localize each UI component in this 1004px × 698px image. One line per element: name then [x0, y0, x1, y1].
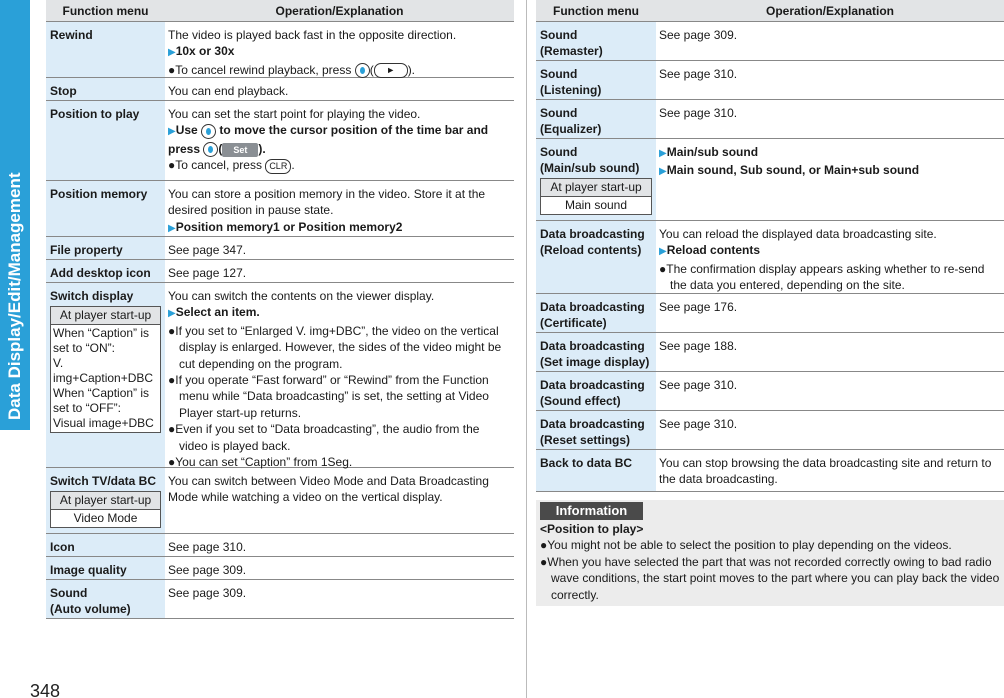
- information-title: <Position to play>: [540, 522, 644, 536]
- description: You can set the start point for playing the video.: [168, 107, 421, 121]
- table-row-file-property: [46, 237, 514, 260]
- center-key-icon: [203, 142, 218, 157]
- table-row-data-bc-reload: [536, 221, 1004, 294]
- step-text: Position memory1 or Position memory2: [175, 219, 403, 234]
- function-explanation: See page 310.: [659, 378, 738, 392]
- note-text: To cancel, press: [175, 158, 262, 173]
- function-explanation: [656, 139, 1004, 220]
- function-explanation: See page 310.: [659, 417, 738, 431]
- step-text: to move the cursor position of the time bar and press: [168, 123, 489, 156]
- function-name: File property: [46, 237, 165, 259]
- function-explanation: See page 310.: [659, 106, 738, 120]
- step-arrow-icon: ▶: [168, 222, 176, 234]
- table-row-sound-remaster: [536, 22, 1004, 61]
- information-box: [536, 500, 1004, 606]
- header-function-menu: Function menu: [553, 3, 639, 18]
- function-name: Position to play: [46, 101, 165, 180]
- table-row-rewind: [46, 22, 514, 78]
- name-line: (Listening): [540, 83, 602, 97]
- default-setting-value: Video Mode: [73, 511, 138, 525]
- operation-step: [659, 242, 1000, 260]
- table-row-position-to-play: [46, 101, 514, 181]
- function-name: [536, 221, 656, 293]
- function-name: [536, 294, 656, 332]
- name-line: Sound: [540, 28, 578, 42]
- name-line: Sound: [540, 145, 578, 159]
- name-line: (Auto volume): [50, 602, 131, 616]
- table-row-sound-auto-volume: [46, 580, 514, 619]
- name-line: (Set image display): [540, 355, 650, 369]
- function-name: Icon: [46, 534, 165, 556]
- default-setting-header: At player start-up: [51, 492, 160, 510]
- description: You can switch the contents on the viewer display.: [168, 289, 435, 303]
- function-explanation: [656, 221, 1004, 293]
- information-text: When you have selected the part that was not recorded correctly owing to bad radio wave conditions, the start point moves to the part where you can play back the video correctly.: [547, 554, 1000, 602]
- information-body: [540, 521, 1000, 603]
- function-explanation: [165, 181, 514, 236]
- operation-step: [659, 144, 1000, 162]
- note-text: The confirmation display appears asking whether to re-send the data you entered, depending on the site.: [666, 261, 985, 293]
- chapter-side-label: Data Display/Edit/Management: [5, 172, 24, 420]
- note: ●Even if you set to “Data broadcasting”, the audio from the video is played back.: [168, 422, 480, 453]
- table-row-data-bc-certificate: [536, 294, 1004, 333]
- center-key-icon: [355, 63, 370, 78]
- table-row-sound-main-sub: [536, 139, 1004, 221]
- function-explanation: [165, 283, 514, 470]
- name-line: (Sound effect): [540, 394, 621, 408]
- function-explanation: See page 309.: [168, 586, 247, 600]
- operation-step: [168, 219, 510, 237]
- function-explanation: See page 310.: [659, 67, 738, 81]
- function-explanation: See page 347.: [168, 243, 247, 257]
- operation-step: [659, 162, 1000, 180]
- step-arrow-icon: ▶: [168, 126, 176, 138]
- default-line: V. img+Caption+DBC: [53, 356, 154, 385]
- function-name: [536, 333, 656, 371]
- step-arrow-icon: ▶: [659, 246, 667, 258]
- step-text: 10x or 30x: [175, 44, 235, 59]
- default-setting-box: [50, 306, 161, 433]
- function-name: [46, 580, 165, 618]
- header-operation: Operation/Explanation: [765, 3, 894, 18]
- page-number: 348: [30, 681, 61, 698]
- table-row-stop: [46, 78, 514, 101]
- function-name: Add desktop icon: [46, 260, 165, 282]
- information-item: ●When you have selected the part that was not recorded correctly owing to bad radio wave conditions, the start point moves to the part where you can play back the video correctly.: [540, 554, 1000, 602]
- default-setting-value: [51, 325, 160, 432]
- function-explanation: See page 309.: [168, 563, 247, 577]
- operation-step: [168, 304, 510, 322]
- function-name: [536, 61, 656, 99]
- operation-step: [168, 43, 510, 61]
- function-name: Rewind: [46, 22, 165, 77]
- note-end: .: [291, 158, 295, 173]
- note: ●To cancel, press CLR .: [168, 158, 295, 173]
- table-row-icon: [46, 534, 514, 557]
- function-name: [536, 100, 656, 138]
- default-line: When “Caption” is set to “OFF”:: [53, 386, 150, 415]
- note-text: If you set to “Enlarged V. img+DBC”, the video on the vertical display is enlarged. However, the sides of the video might be cut depending on the program.: [175, 323, 502, 371]
- step-end: ).: [258, 141, 266, 156]
- function-explanation: See page 127.: [168, 266, 247, 280]
- note-text: If you operate “Fast forward” or “Rewind” from the Function menu while “Data broadcasting” is set, the setting at Video Player start-up returns.: [175, 373, 489, 420]
- play-softkey-icon: ►: [374, 63, 408, 78]
- function-name: [536, 411, 656, 449]
- description: You can reload the displayed data broadcasting site.: [659, 227, 937, 241]
- name-line: Data broadcasting: [540, 378, 645, 392]
- function-name: Stop: [46, 78, 165, 100]
- name-line: (Certificate): [540, 316, 607, 330]
- step-text: Use: [175, 123, 198, 138]
- step-text: Select an item.: [175, 305, 260, 320]
- function-explanation: See page 176.: [659, 300, 738, 314]
- name-line: Data broadcasting: [540, 300, 645, 314]
- table-row-back-to-data-bc: [536, 450, 1004, 492]
- step-text: Main sound, Sub sound, or Main+sub sound: [666, 163, 920, 178]
- clr-key-icon: CLR: [265, 159, 291, 174]
- table-row-data-bc-sound-effect: [536, 372, 1004, 411]
- note: ●If you set to “Enlarged V. img+DBC”, the video on the vertical display is enlarged. However, the sides of the video might be cut depending on the program.: [168, 323, 502, 371]
- operation-step: ▶Use to move the cursor position of the time bar and press ( Set ).: [168, 123, 489, 156]
- information-tab: Information: [540, 502, 643, 520]
- table-header: [46, 0, 514, 22]
- name-line: (Remaster): [540, 44, 603, 58]
- step-text: Reload contents: [666, 243, 761, 258]
- note-text: To cancel rewind playback, press: [175, 62, 352, 77]
- function-cell: [46, 283, 165, 467]
- left-function-table: [46, 0, 514, 619]
- information-text: You might not be able to select the position to play depending on the videos.: [547, 538, 952, 553]
- description: You can store a position memory in the video. Store it at the desired position in pause state.: [168, 187, 486, 218]
- function-explanation: See page 188.: [659, 339, 738, 353]
- default-line: When “Caption” is set to “ON”:: [53, 326, 150, 355]
- name-line: (Reload contents): [540, 243, 642, 257]
- function-explanation: [165, 101, 514, 180]
- information-item: ●You might not be able to select the position to play depending on the videos.: [540, 538, 952, 553]
- function-name: Image quality: [46, 557, 165, 579]
- header-function-menu: Function menu: [62, 3, 149, 18]
- default-setting-value: Main sound: [564, 198, 628, 212]
- table-row-position-memory: [46, 181, 514, 237]
- table-row-sound-equalizer: [536, 100, 1004, 139]
- right-function-table: [536, 0, 1004, 492]
- note-end: ).: [407, 62, 416, 77]
- function-explanation: You can end playback.: [168, 84, 289, 98]
- table-row-data-bc-set-image: [536, 333, 1004, 372]
- name-line: (Reset settings): [540, 433, 631, 447]
- note-text: You can set “Caption” from 1Seg.: [175, 455, 353, 470]
- note: ●If you operate “Fast forward” or “Rewind” from the Function menu while “Data broadcasting” is set, the setting at Video Player start-up returns.: [168, 373, 489, 420]
- function-name: [536, 372, 656, 410]
- default-setting-box: [50, 491, 161, 528]
- table-row-switch-display: [46, 283, 514, 468]
- table-row-switch-tv-data-bc: [46, 468, 514, 534]
- function-name: Back to data BC: [536, 450, 656, 491]
- note-text: Even if you set to “Data broadcasting”, the audio from the video is played back.: [175, 422, 480, 453]
- default-setting-box: [540, 178, 652, 215]
- note: ●To cancel rewind playback, press ( ► ).: [168, 62, 416, 77]
- step-arrow-icon: ▶: [659, 166, 667, 178]
- name-line: (Main/sub sound): [540, 161, 640, 175]
- function-explanation: See page 309.: [659, 28, 738, 42]
- function-cell: [536, 139, 656, 220]
- step-arrow-icon: ▶: [168, 308, 176, 320]
- table-row-image-quality: [46, 557, 514, 580]
- table-header: [536, 0, 1004, 22]
- default-line: Visual image+DBC: [53, 416, 154, 430]
- note: ●The confirmation display appears asking whether to re-send the data you entered, depending on the site.: [659, 261, 985, 293]
- name-line: Sound: [540, 67, 578, 81]
- function-name: [536, 22, 656, 60]
- header-operation: Operation/Explanation: [275, 3, 404, 18]
- table-row-add-desktop-icon: [46, 260, 514, 283]
- direction-key-icon: [201, 124, 216, 139]
- function-name: Switch display: [50, 289, 134, 303]
- function-explanation: See page 310.: [168, 540, 247, 554]
- set-softkey-icon: Set: [222, 143, 258, 157]
- description: The video is played back fast in the opposite direction.: [168, 28, 457, 42]
- name-line: Data broadcasting: [540, 417, 645, 431]
- function-name: Position memory: [46, 181, 165, 236]
- name-line: Data broadcasting: [540, 227, 645, 241]
- column-divider: [526, 0, 527, 698]
- name-line: (Equalizer): [540, 122, 602, 136]
- function-explanation: You can stop browsing the data broadcasting site and return to the data broadcasting.: [659, 456, 992, 487]
- step-arrow-icon: ▶: [168, 47, 176, 59]
- function-explanation: You can switch between Video Mode and Data Broadcasting Mode while watching a video on the vertical display.: [168, 474, 489, 505]
- name-line: Data broadcasting: [540, 339, 645, 353]
- note: ●You can set “Caption” from 1Seg.: [168, 455, 353, 470]
- function-explanation: [165, 22, 514, 77]
- function-name: Switch TV/data BC: [50, 474, 157, 488]
- name-line: Sound: [50, 586, 88, 600]
- table-row-data-bc-reset-settings: [536, 411, 1004, 450]
- step-arrow-icon: ▶: [659, 148, 667, 159]
- default-setting-header: At player start-up: [51, 307, 160, 325]
- function-cell: [46, 468, 165, 533]
- name-line: Sound: [540, 106, 578, 120]
- default-setting-header: At player start-up: [541, 179, 651, 197]
- step-text: Main/sub sound: [666, 145, 759, 159]
- table-row-sound-listening: [536, 61, 1004, 100]
